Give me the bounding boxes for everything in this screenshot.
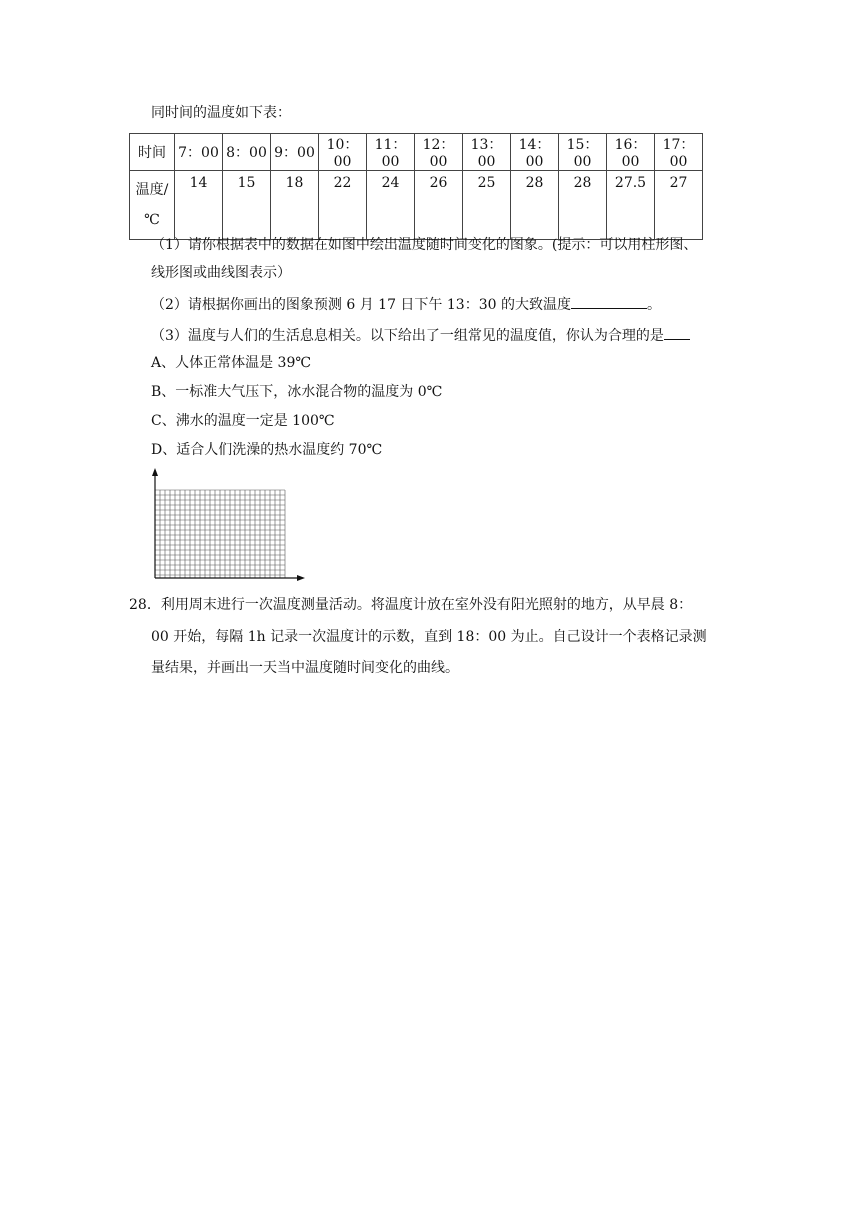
temperature-cell: 27.5 (607, 171, 655, 240)
intro-text: 同时间的温度如下表： (151, 105, 291, 121)
question-3 (151, 325, 690, 345)
temperature-cell: 25 (463, 171, 511, 240)
time-cell: 15：00 (559, 134, 607, 171)
temperature-table (129, 133, 703, 240)
question-1-line2: 线形图或曲线图表示） (151, 265, 291, 281)
question-1-line1: （1）请你根据表中的数据在如图中绘出温度随时间变化的图象。(提示：可以用柱形图、 (151, 237, 698, 253)
temperature-cell: 15 (223, 171, 271, 240)
time-cell: 13：00 (463, 134, 511, 171)
time-cell: 11：00 (367, 134, 415, 171)
temperature-cell: 26 (415, 171, 463, 240)
temperature-row (130, 171, 703, 240)
temperature-header-unit: ℃ (144, 212, 160, 228)
answer-blank-3 (664, 325, 690, 340)
temperature-header-cell (130, 171, 175, 240)
option-c: C、沸水的温度一定是 100℃ (151, 413, 335, 429)
answer-blank-2 (571, 294, 647, 309)
time-cell: 17：00 (655, 134, 703, 171)
temperature-cell: 22 (319, 171, 367, 240)
temperature-cell: 18 (271, 171, 319, 240)
question-28-line2: 00 开始，每隔 1h 记录一次温度计的示数，直到 18：00 为止。自己设计一个表格记录测 (151, 629, 707, 645)
temperature-cell: 28 (559, 171, 607, 240)
temperature-cell: 28 (511, 171, 559, 240)
temperature-header-line1: 温度/ (135, 182, 169, 198)
time-header-cell: 时间 (130, 134, 175, 171)
blank-graph-grid (140, 466, 310, 586)
option-b: B、一标准大气压下，冰水混合物的温度为 0℃ (151, 384, 443, 400)
option-a: A、人体正常体温是 39℃ (151, 355, 312, 371)
time-cell: 16：00 (607, 134, 655, 171)
question-2-end: 。 (646, 297, 661, 313)
time-cell: 8：00 (223, 134, 271, 171)
time-cell: 7：00 (175, 134, 223, 171)
question-2-text: （2）请根据你画出的图象预测 6 月 17 日下午 13：30 的大致温度 (151, 297, 571, 313)
time-cell: 12：00 (415, 134, 463, 171)
temperature-cell: 14 (175, 171, 223, 240)
time-cell: 14：00 (511, 134, 559, 171)
temperature-cell: 27 (655, 171, 703, 240)
temperature-cell: 24 (367, 171, 415, 240)
y-axis-arrow-icon (152, 468, 158, 476)
option-d: D、适合人们洗澡的热水温度约 70℃ (151, 442, 383, 458)
question-2 (151, 294, 661, 314)
question-3-text: （3）温度与人们的生活息息相关。以下给出了一组常见的温度值，你认为合理的是 (151, 328, 664, 344)
time-row (130, 134, 703, 171)
time-cell: 10：00 (319, 134, 367, 171)
time-cell: 9：00 (271, 134, 319, 171)
x-axis-arrow-icon (297, 575, 305, 581)
question-28-line3: 量结果，并画出一天当中温度随时间变化的曲线。 (151, 660, 459, 676)
question-28-line1: 28．利用周末进行一次温度测量活动。将温度计放在室外没有阳光照射的地方，从早晨 8： (129, 597, 693, 613)
